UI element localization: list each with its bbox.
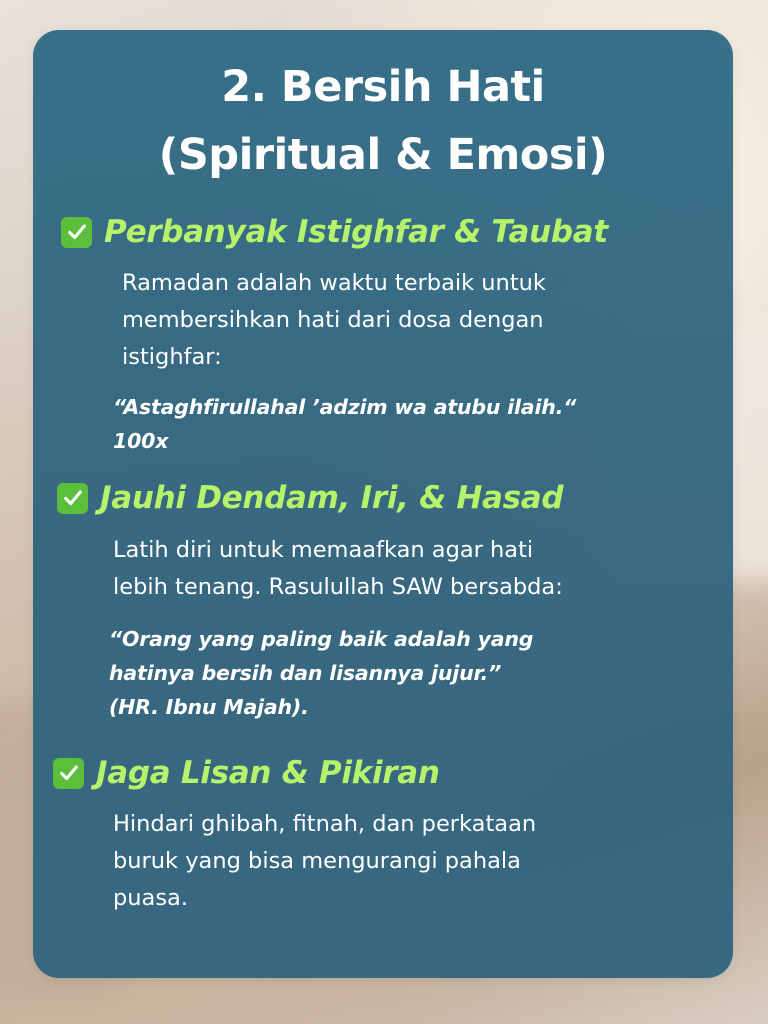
quote-line: 100x — [113, 429, 169, 453]
body-line: puasa. — [113, 885, 188, 911]
section-heading-text: Jauhi Dendam, Iri, & Hasad — [100, 480, 564, 516]
section-heading-text: Perbanyak Istighfar & Taubat — [104, 214, 608, 250]
body-line: Hindari ghibah, fitnah, dan perkataan — [113, 811, 537, 837]
quote-istighfar — [113, 390, 576, 458]
section-heading-dendam — [57, 480, 563, 516]
card-title-line-2: (Spiritual & Emosi) — [158, 130, 608, 180]
check-mark-button-icon — [61, 217, 92, 248]
quote-hadith — [109, 622, 533, 724]
section-body-istighfar — [122, 265, 546, 376]
quote-line: hatinya bersih dan lisannya jujur.” — [109, 661, 502, 685]
body-line: membersihkan hati dari dosa dengan — [122, 307, 544, 333]
body-line: buruk yang bisa mengurangi pahala — [113, 848, 521, 874]
body-line: Ramadan adalah waktu terbaik untuk — [122, 270, 546, 296]
body-line: istighfar: — [122, 344, 222, 370]
section-heading-istighfar — [61, 214, 608, 250]
check-mark-button-icon — [57, 483, 88, 514]
content-card — [33, 30, 733, 978]
quote-line: (HR. Ibnu Majah). — [109, 695, 309, 719]
section-heading-lisan — [53, 755, 440, 791]
section-body-lisan — [113, 806, 536, 917]
body-line: lebih tenang. Rasulullah SAW bersabda: — [113, 574, 563, 600]
card-title-line-1: 2. Bersih Hati — [221, 62, 545, 112]
quote-line: “Astaghfirullahal ’adzim wa atubu ilaih.“ — [113, 395, 577, 419]
section-body-dendam — [113, 532, 563, 606]
quote-line: “Orang yang paling baik adalah yang — [109, 627, 534, 651]
check-mark-button-icon — [53, 758, 84, 789]
section-heading-text: Jaga Lisan & Pikiran — [96, 755, 440, 791]
body-line: Latih diri untuk memaafkan agar hati — [113, 537, 534, 563]
